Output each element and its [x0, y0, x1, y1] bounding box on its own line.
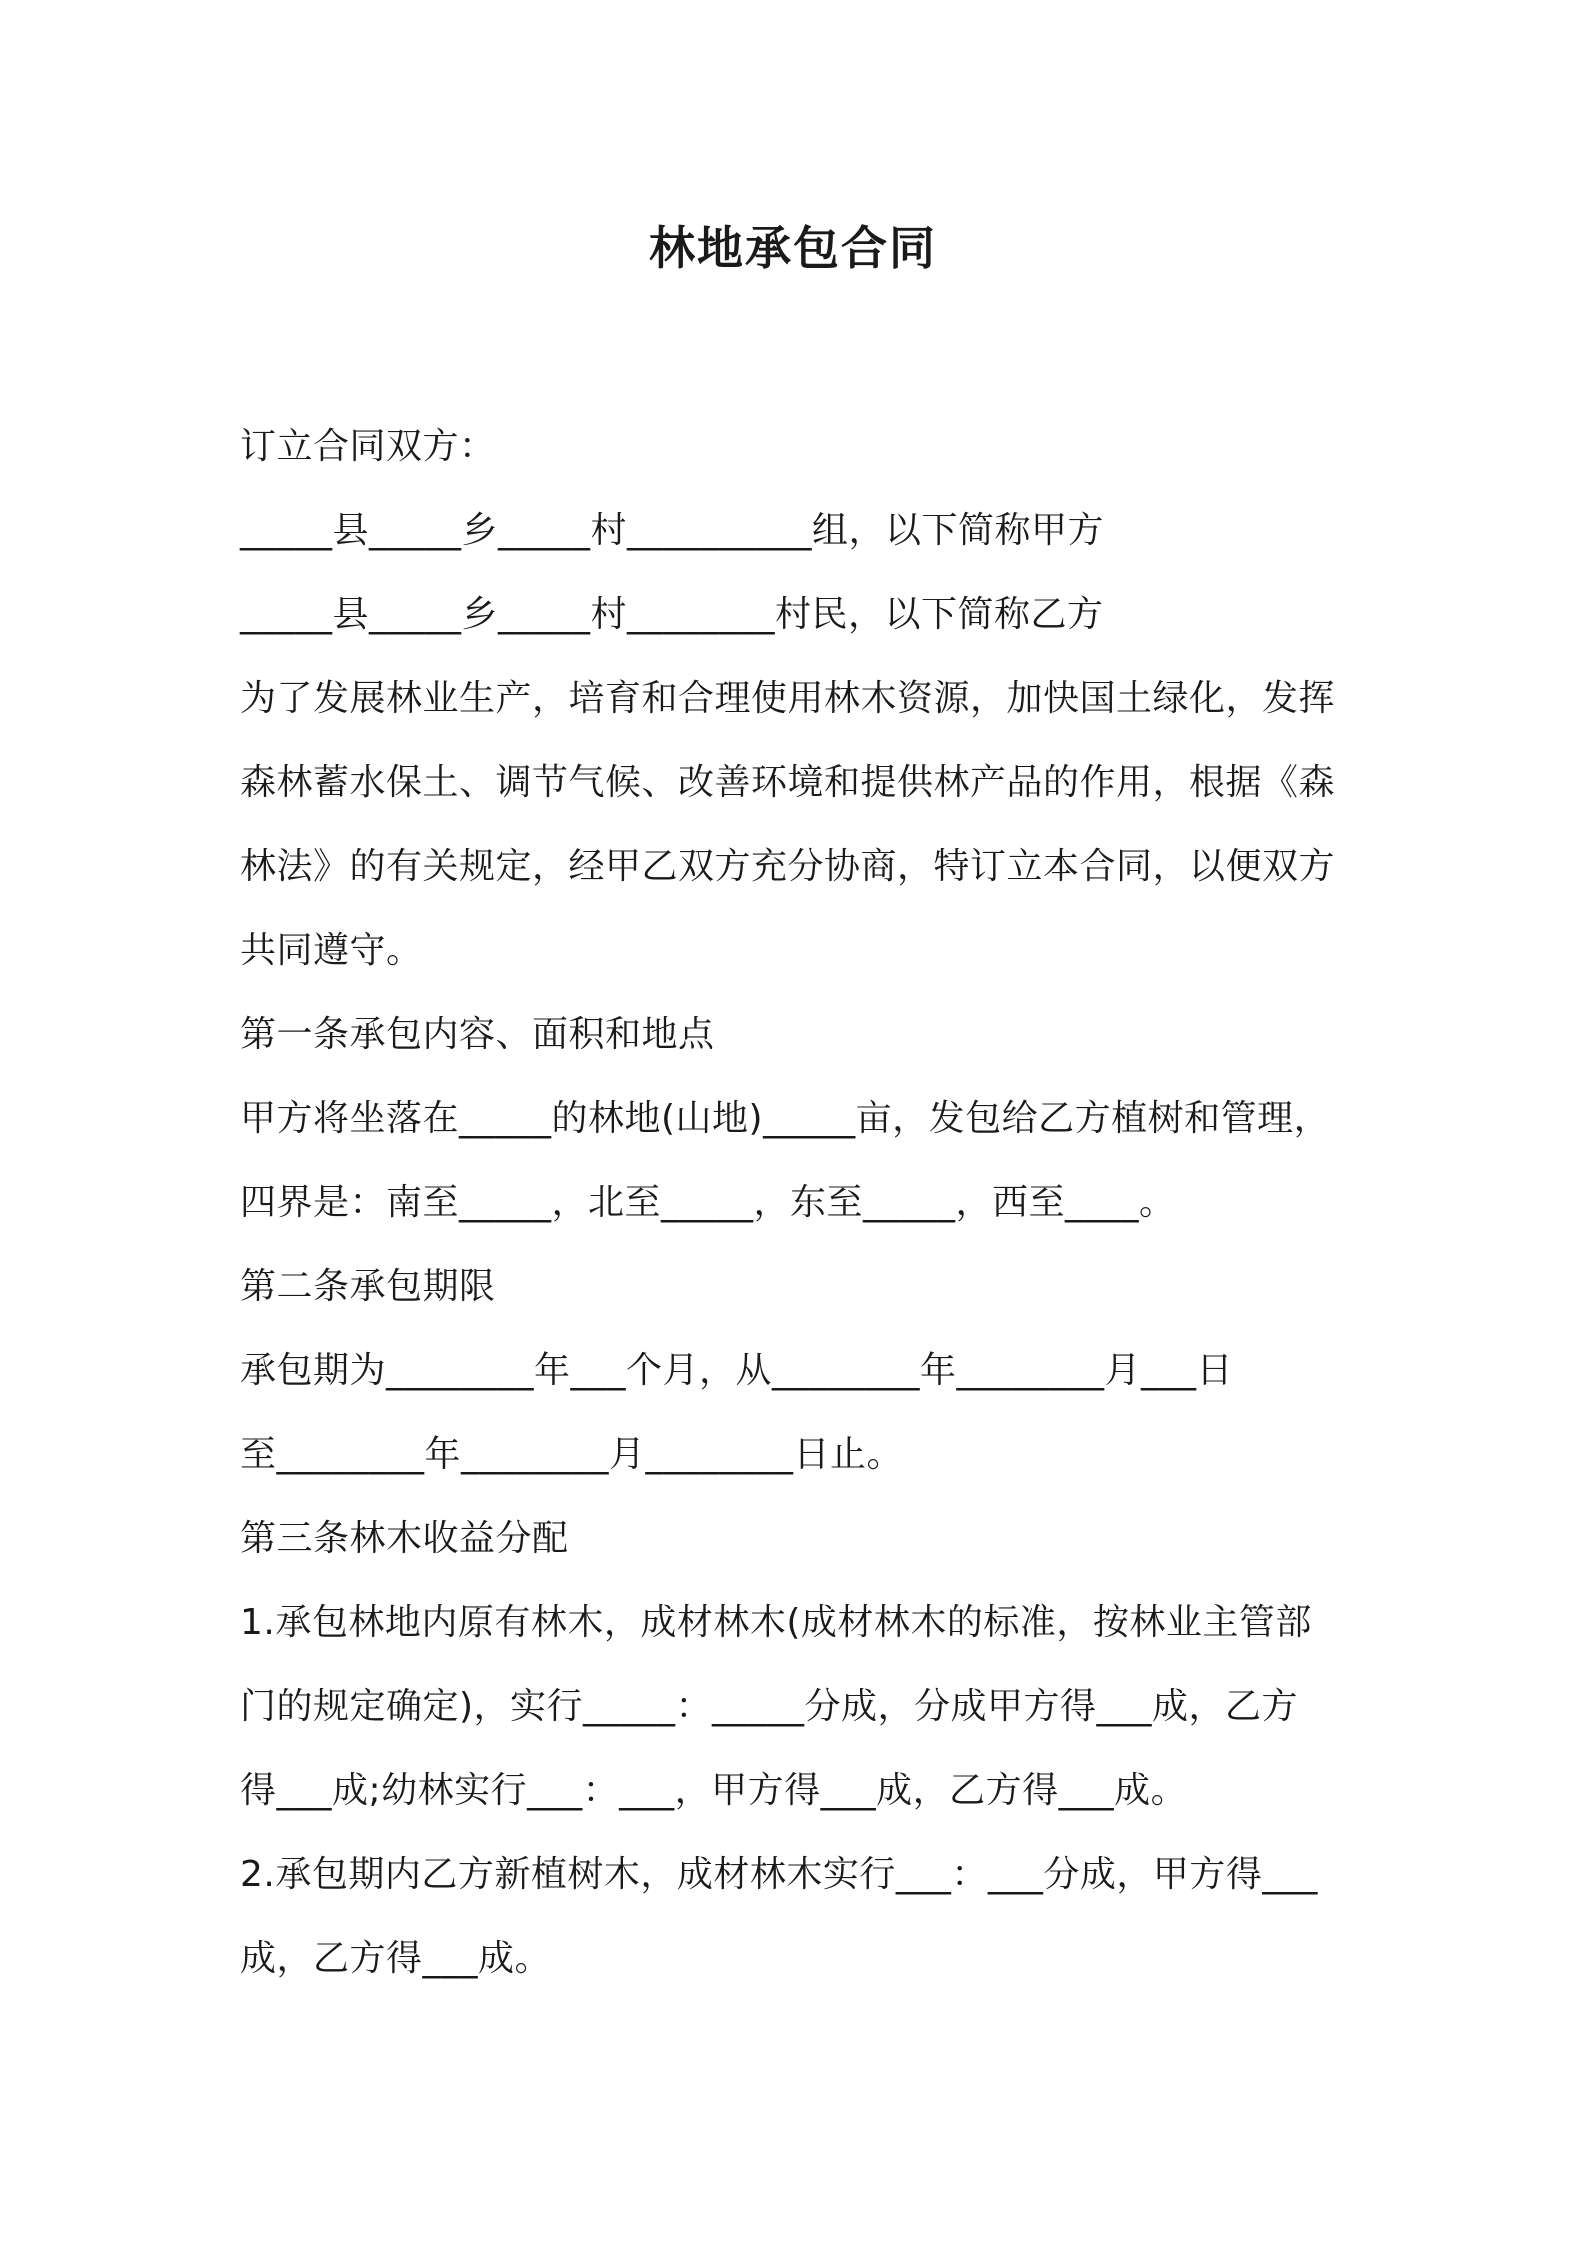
party-a-line: _____县_____乡_____村__________组，以下简称甲方 — [240, 510, 1105, 551]
article-3-item-2: 2.承包期内乙方新植树木，成材林木实行___：___分成，甲方得___ — [240, 1854, 1318, 1895]
article-1-heading: 第一条承包内容、面积和地点 — [240, 1014, 715, 1055]
article-3-item-1: 门的规定确定)，实行_____：_____分成，分成甲方得___成，乙方 — [240, 1686, 1299, 1727]
article-3-item-1: 1.承包林地内原有林木，成材林木(成材林木的标准，按林业主管部 — [240, 1602, 1312, 1643]
article-2-heading: 第二条承包期限 — [240, 1266, 496, 1307]
preamble-line: 森林蓄水保土、调节气候、改善环境和提供林产品的作用，根据《森 — [240, 762, 1336, 803]
parties-heading: 订立合同双方： — [240, 426, 496, 467]
article-3-item-2: 成，乙方得___成。 — [240, 1938, 552, 1979]
article-3-item-1: 得___成;幼林实行___：___，甲方得___成，乙方得___成。 — [240, 1770, 1188, 1811]
preamble-line: 为了发展林业生产，培育和合理使用林木资源，加快国土绿化，发挥 — [240, 678, 1336, 719]
article-1-text: 甲方将坐落在_____的林地(山地)_____亩，发包给乙方植树和管理， — [240, 1098, 1331, 1139]
party-b-line: _____县_____乡_____村________村民，以下简称乙方 — [240, 594, 1104, 635]
article-2-text: 承包期为________年___个月，从________年________月___日 — [240, 1350, 1234, 1391]
preamble-line: 林法》的有关规定，经甲乙双方充分协商，特订立本合同，以便双方 — [240, 846, 1336, 887]
article-1-text: 四界是：南至_____，北至_____，东至_____，西至____。 — [240, 1182, 1176, 1223]
document-title: 林地承包合同 — [649, 221, 937, 275]
preamble-line: 共同遵守。 — [240, 930, 423, 971]
article-3-heading: 第三条林木收益分配 — [240, 1518, 569, 1559]
article-2-text: 至________年________月________日止。 — [240, 1434, 904, 1475]
document-body — [240, 405, 1360, 2001]
